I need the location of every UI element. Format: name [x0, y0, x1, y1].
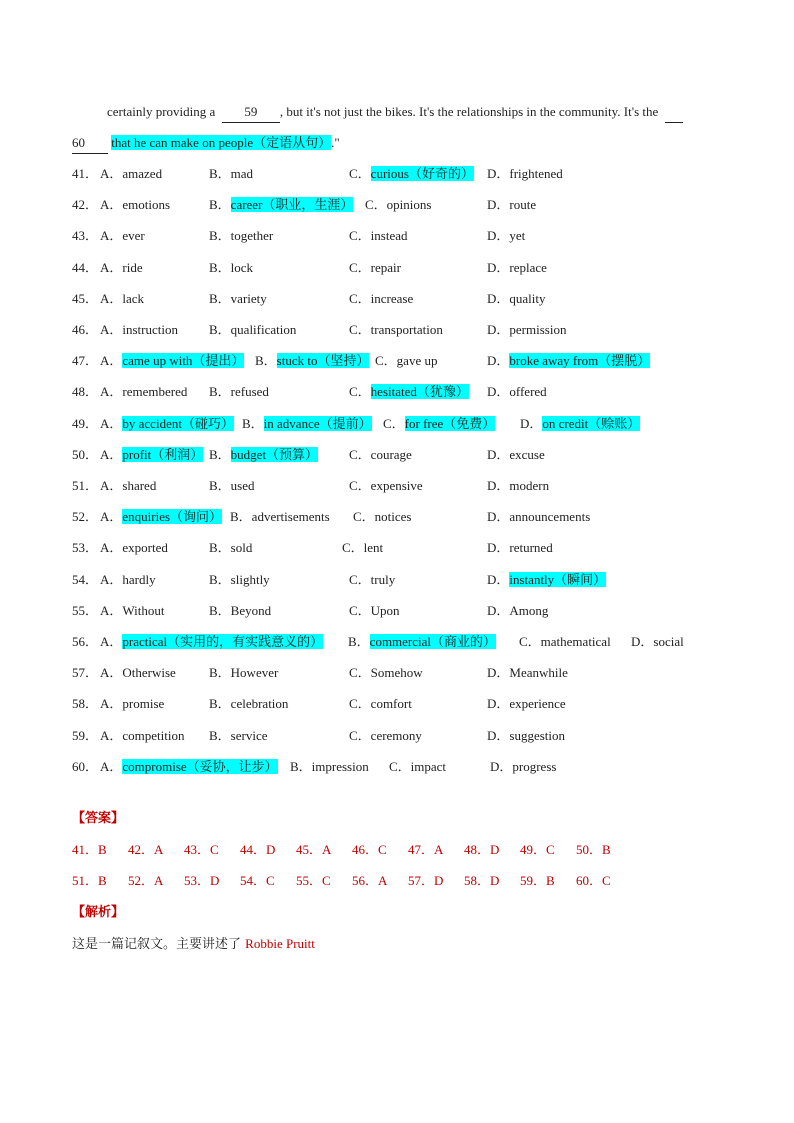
option-c: C．Somehow [349, 665, 423, 681]
option-b: B．variety [209, 290, 267, 306]
option-c: C．courage [349, 446, 412, 462]
answer-item: 42．A [128, 842, 164, 857]
question-number: 54． [72, 571, 99, 587]
option-a: A．shared [100, 478, 157, 493]
answer-item: 51．B [72, 873, 107, 888]
question-number: 45． [72, 290, 99, 306]
question-row [72, 445, 772, 465]
question-row [72, 507, 772, 527]
highlighted-answer: came up with（提出） [122, 353, 245, 369]
option-a: A．came up with（提出） [100, 353, 245, 369]
question-row [72, 320, 772, 340]
option-d: D．quality [487, 290, 546, 306]
option-c: C．impact [389, 758, 447, 774]
question-row [72, 601, 772, 621]
question-row [72, 351, 772, 371]
analysis-heading: 【解析】 [72, 905, 125, 920]
question-number: 50． [72, 446, 99, 462]
question-row [72, 414, 772, 434]
option-d: D．social [631, 634, 684, 649]
option-a: A．emotions [100, 197, 171, 213]
question-row [72, 164, 772, 184]
option-b: B．sold [209, 540, 253, 556]
answer-item: 59．B [520, 873, 555, 888]
option-d: D．suggestion [487, 727, 566, 743]
option-d: D．Among [487, 602, 549, 618]
answer-item: 52．A [128, 873, 164, 888]
option-b: B．mad [209, 166, 254, 181]
answer-item: 47．A [408, 842, 444, 857]
question-row [72, 382, 772, 402]
question-number: 53． [72, 540, 99, 556]
option-b: B．commercial（商业的） [348, 634, 497, 649]
option-d: D．announcements [487, 509, 591, 525]
question-number: 59． [72, 727, 99, 743]
option-a: A．competition [100, 727, 185, 743]
option-c: C．increase [349, 290, 414, 306]
option-b: B．However [209, 665, 279, 681]
option-d: D．Meanwhile [487, 665, 568, 681]
option-b: B．used [209, 478, 255, 493]
option-b: B．impression [290, 758, 369, 774]
option-b: B．service [209, 727, 268, 743]
question-number: 58． [72, 696, 99, 712]
answer-item: 41．B [72, 842, 107, 857]
option-a: A．practical（实用的，有实践意义的） [100, 634, 324, 649]
highlighted-answer: practical（实用的，有实践意义的） [122, 634, 324, 649]
option-d: D．replace [487, 259, 547, 275]
question-number: 52． [72, 509, 99, 525]
answer-item: 56．A [352, 873, 388, 888]
option-c: C．for free（免费） [383, 415, 496, 431]
question-number: 57． [72, 665, 99, 681]
answer-item: 53．D [184, 873, 220, 888]
highlighted-answer: by accident（碰巧） [122, 415, 234, 431]
option-c: C．transportation [349, 322, 443, 337]
answer-item: 58．D [464, 873, 500, 888]
option-d: D．modern [487, 478, 550, 493]
option-a: A．enquiries（询问） [100, 509, 223, 525]
answer-row-2 [72, 871, 772, 891]
option-b: B．in advance（提前） [242, 415, 372, 431]
highlighted-answer: on credit（赊账） [542, 415, 641, 431]
question-row [72, 538, 772, 558]
option-c: C．truly [349, 571, 396, 587]
answer-item: 54．C [240, 873, 275, 888]
question-row [72, 632, 772, 652]
answer-item: 49．C [520, 842, 555, 857]
option-a: A．amazed [100, 166, 163, 181]
option-c: C．opinions [365, 197, 432, 213]
highlighted-answer: profit（利润） [122, 446, 204, 462]
option-c: C．instead [349, 228, 408, 244]
answer-item: 55．C [296, 873, 331, 888]
option-a: A．lack [100, 290, 145, 306]
option-d: D．permission [487, 322, 567, 337]
question-number: 51． [72, 478, 99, 493]
option-c: C．expensive [349, 478, 423, 493]
question-number: 41． [72, 166, 99, 181]
option-a: A．ever [100, 228, 145, 244]
highlighted-answer: budget（预算） [230, 446, 319, 462]
highlighted-answer: hesitated（犹豫） [370, 384, 469, 400]
option-a: A．profit（利润） [100, 446, 204, 462]
analysis-text [72, 934, 315, 955]
option-d: D．frightened [487, 166, 563, 181]
option-b: B．advertisements [230, 509, 330, 525]
passage-text: ." [331, 135, 340, 150]
question-number: 56． [72, 634, 99, 649]
answer-heading: 【答案】 [72, 811, 125, 826]
answer-item: 48．D [464, 842, 500, 857]
option-a: A．hardly [100, 571, 156, 587]
answer-item: 46．C [352, 842, 387, 857]
option-b: B．stuck to（坚持） [255, 353, 370, 369]
question-row [72, 694, 772, 714]
option-c: C．mathematical [519, 634, 611, 649]
question-number: 60． [72, 758, 99, 774]
option-d: D．excuse [487, 446, 545, 462]
highlighted-answer: broke away from（摆脱） [509, 353, 651, 369]
option-a: A．exported [100, 540, 168, 556]
question-number: 44． [72, 259, 99, 275]
question-number: 48． [72, 384, 99, 400]
option-c: C．gave up [375, 353, 438, 369]
question-number: 42． [72, 197, 99, 213]
option-a: A．instruction [100, 322, 178, 337]
option-d: D．instantly（瞬间） [487, 571, 607, 587]
passage-line-2 [72, 133, 340, 154]
highlighted-answer: commercial（商业的） [369, 634, 497, 649]
highlighted-answer: compromise（妥协，让步） [122, 758, 278, 774]
option-d: D．broke away from（摆脱） [487, 353, 651, 369]
option-b: B．slightly [209, 571, 270, 587]
answer-item: 57．D [408, 873, 444, 888]
answer-item: 45．A [296, 842, 332, 857]
option-c: C．ceremony [349, 727, 422, 743]
highlighted-answer: for free（免费） [404, 415, 496, 431]
question-row [72, 570, 772, 590]
highlighted-answer: career（职业，生涯） [230, 197, 354, 213]
highlighted-answer: enquiries（询问） [122, 509, 223, 525]
question-row [72, 258, 772, 278]
answer-item: 50．B [576, 842, 611, 857]
option-c: C．hesitated（犹豫） [349, 384, 469, 400]
option-b: B．together [209, 228, 274, 244]
option-c: C．curious（好奇的） [349, 166, 474, 181]
question-number: 47． [72, 353, 99, 369]
option-b: B．career（职业，生涯） [209, 197, 354, 213]
option-b: B．lock [209, 259, 254, 275]
option-d: D．offered [487, 384, 547, 400]
option-b: B．qualification [209, 322, 297, 337]
question-number: 49． [72, 415, 99, 431]
highlighted-phrase: that he can make on people（定语从句） [111, 135, 332, 150]
option-a: A．compromise（妥协，让步） [100, 758, 278, 774]
answer-item: 44．D [240, 842, 276, 857]
answer-item: 43．C [184, 842, 219, 857]
option-c: C．notices [353, 509, 412, 525]
passage-line-1 [107, 102, 683, 123]
option-c: C．repair [349, 259, 401, 275]
highlighted-answer: curious（好奇的） [370, 166, 474, 181]
option-b: B．celebration [209, 696, 289, 712]
option-a: A．by accident（碰巧） [100, 415, 234, 431]
answer-row-1 [72, 840, 772, 860]
option-b: B．budget（预算） [209, 446, 319, 462]
option-d: D．returned [487, 540, 553, 556]
highlighted-answer: in advance（提前） [263, 415, 372, 431]
question-row [72, 195, 772, 215]
passage-text: certainly providing a [107, 104, 216, 119]
blank-filler [665, 102, 683, 123]
passage-text: , but it's not just the bikes. It's the relationships in the community. It's the [279, 104, 659, 119]
option-a: A．promise [100, 696, 165, 712]
option-d: D．progress [490, 758, 557, 774]
option-b: B．refused [209, 384, 269, 400]
answer-item: 60．C [576, 873, 611, 888]
question-row [72, 726, 772, 746]
analysis-sentence: 这是一篇记叙文。主要讲述了 [72, 937, 242, 952]
option-a: A．ride [100, 259, 143, 275]
option-b: B．Beyond [209, 602, 272, 618]
option-d: D．yet [487, 228, 526, 244]
option-a: A．Without [100, 602, 165, 618]
analysis-name: Robbie Pruitt [245, 936, 315, 951]
highlighted-answer: instantly（瞬间） [509, 571, 607, 587]
question-number: 43． [72, 228, 99, 244]
option-c: C．comfort [349, 696, 412, 712]
option-d: D．route [487, 197, 537, 213]
option-c: C．Upon [349, 602, 400, 618]
question-row [72, 289, 772, 309]
option-c: C．lent [342, 540, 384, 556]
option-a: A．remembered [100, 384, 188, 400]
option-a: A．Otherwise [100, 665, 176, 681]
question-number: 46． [72, 322, 99, 337]
highlighted-answer: stuck to（坚持） [276, 353, 370, 369]
question-row [72, 757, 772, 777]
option-d: D．experience [487, 696, 566, 712]
question-row [72, 663, 772, 683]
question-row [72, 476, 772, 496]
option-d: D．on credit（赊账） [520, 415, 641, 431]
blank-60: 60 [72, 133, 108, 154]
blank-59: 59 [222, 102, 280, 123]
question-number: 55． [72, 602, 99, 618]
question-row [72, 226, 772, 246]
